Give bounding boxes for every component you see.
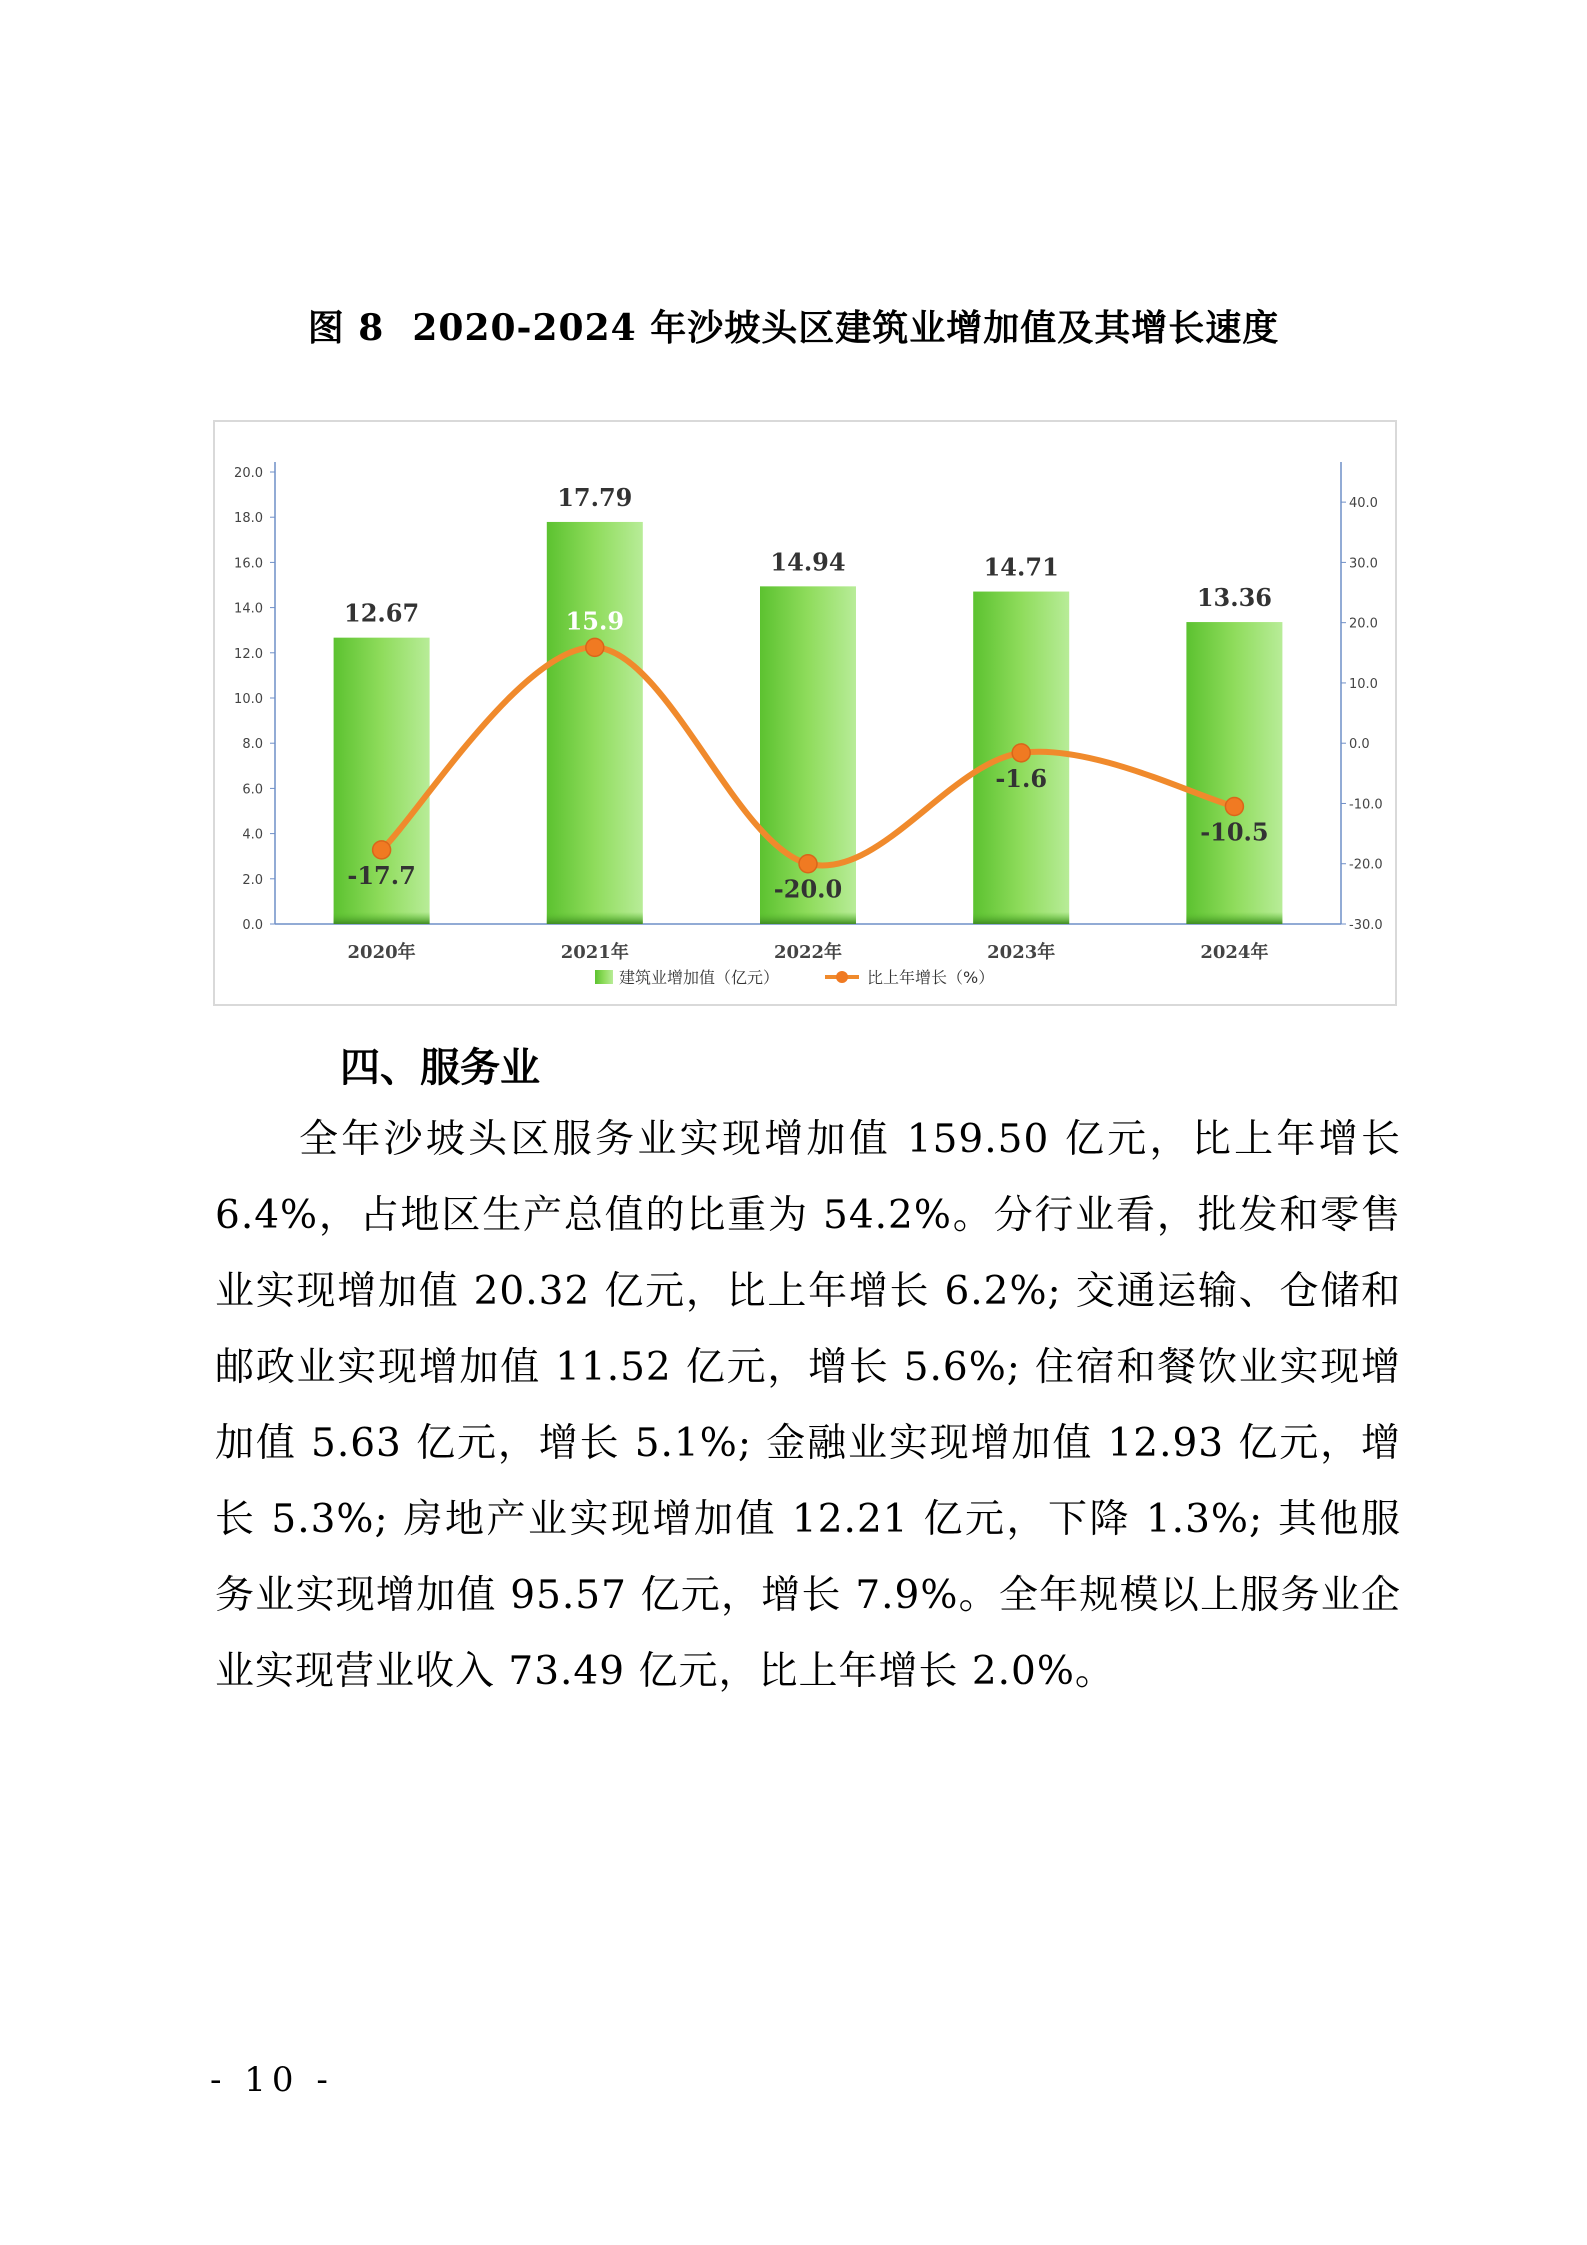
bar <box>547 522 643 924</box>
bar-value-label: 14.71 <box>983 552 1059 582</box>
right-tick-label: -10.0 <box>1349 797 1383 813</box>
growth-value-label: -17.7 <box>347 860 416 890</box>
left-tick-label: 12.0 <box>234 646 263 662</box>
left-tick-label: 2.0 <box>242 872 263 888</box>
legend-bar-swatch <box>595 970 613 984</box>
x-category-label: 2020年 <box>347 942 416 963</box>
right-tick-label: 0.0 <box>1349 737 1370 753</box>
figure-title-text: 2020-2024 年沙坡头区建筑业增加值及其增长速度 <box>412 307 1280 349</box>
bar-base-shade <box>547 912 643 924</box>
right-tick-label: 20.0 <box>1349 616 1378 632</box>
right-tick-label: 10.0 <box>1349 676 1378 692</box>
growth-point <box>586 638 604 656</box>
x-category-label: 2024年 <box>1200 942 1269 963</box>
left-tick-label: 18.0 <box>234 511 263 527</box>
legend-line-marker <box>836 971 848 983</box>
bar-value-label: 12.67 <box>344 598 420 628</box>
chart-container <box>213 420 1397 1006</box>
left-tick-label: 4.0 <box>242 827 263 843</box>
right-tick-label: 30.0 <box>1349 556 1378 572</box>
left-tick-label: 0.0 <box>242 918 263 933</box>
right-tick-label: 40.0 <box>1349 496 1378 512</box>
right-tick-label: -20.0 <box>1349 857 1383 873</box>
bar <box>1186 622 1282 924</box>
bar-value-label: 14.94 <box>770 547 846 577</box>
legend-line-label: 比上年增长（%） <box>867 968 995 987</box>
bar-base-shade <box>760 912 856 924</box>
growth-point <box>799 855 817 873</box>
growth-point <box>1225 797 1243 815</box>
x-category-label: 2021年 <box>560 942 629 963</box>
x-category-label: 2022年 <box>773 942 843 963</box>
left-tick-label: 16.0 <box>234 556 263 572</box>
section-paragraph: 全年沙坡头区服务业实现增加值 159.50 亿元，比上年增长 6.4%，占地区生产总值的比重为 54.2%。分行业看，批发和零售业实现增加值 20.32 亿元，比上年增长 6.2%; 交通运输、仓储和邮政业实现增加值 11.52 亿元，增长 5.6%; 住宿和餐饮业实现增加值 5.63 亿元，增长 5.1%; 金融业实现增加值 12.93 亿元，增长 5.3%; 房地产业实现增加值 12.21 亿元，下降 1.3%; 其他服务业实现增加值 95.57 亿元，增长 7.9%。全年规模以上服务业企业实现营业收入 73.49 亿元，比上年增长 2.0%。 <box>215 1117 1401 1694</box>
growth-value-label: 15.9 <box>565 606 625 636</box>
growth-point <box>373 841 391 859</box>
bar-value-label: 13.36 <box>1196 583 1272 613</box>
bar-base-shade <box>973 912 1069 924</box>
section-heading: 四、服务业 <box>340 1045 540 1091</box>
right-tick-label: -30.0 <box>1349 918 1383 933</box>
left-tick-label: 20.0 <box>234 466 263 481</box>
page-number: - 10 - <box>210 2060 334 2100</box>
bar-base-shade <box>334 912 430 924</box>
left-tick-label: 6.0 <box>242 782 263 798</box>
left-tick-label: 10.0 <box>234 692 263 707</box>
x-category-label: 2023年 <box>987 942 1056 963</box>
growth-value-label: -20.0 <box>773 874 843 904</box>
growth-point <box>1012 744 1030 762</box>
figure-number: 图 8 <box>307 307 385 349</box>
figure-title <box>0 300 1587 351</box>
growth-value-label: -1.6 <box>995 763 1048 793</box>
legend-bar-label: 建筑业增加值（亿元） <box>619 968 780 987</box>
bar-base-shade <box>1186 912 1282 924</box>
left-tick-label: 14.0 <box>234 601 263 617</box>
growth-value-label: -10.5 <box>1200 817 1269 847</box>
chart-svg <box>215 422 1395 1004</box>
left-tick-label: 8.0 <box>242 737 263 753</box>
bar-value-label: 17.79 <box>557 482 633 512</box>
